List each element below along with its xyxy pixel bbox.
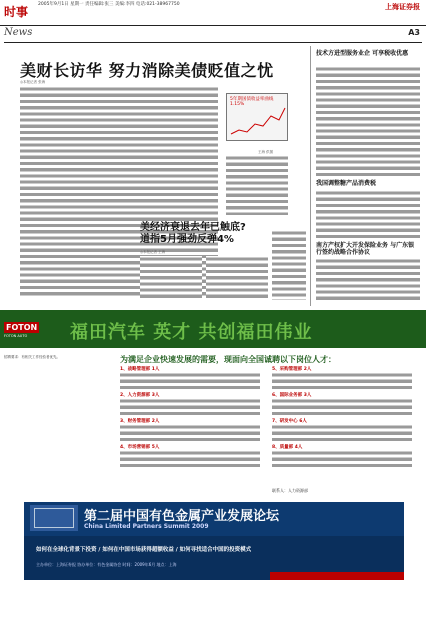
main-headline: 美财长访华 努力消除美债贬值之忧 <box>20 61 274 80</box>
ad-job-text <box>120 424 260 444</box>
ad-job-text <box>272 372 412 392</box>
summit-title: 第二届中国有色金属产业发展论坛 <box>84 509 280 524</box>
page-number: A3 <box>408 28 420 37</box>
ad-job-text <box>272 424 412 444</box>
summit-title-en: China Limited Partners Summit 2009 <box>84 523 209 530</box>
summit-logo-frame <box>34 508 74 528</box>
ad-column-right <box>272 366 422 470</box>
ad-job-item: 1、战略管理部 1人 <box>120 367 160 372</box>
main-article-column-2 <box>226 155 288 215</box>
ad-job-item: 3、财务管理部 2人 <box>120 419 160 424</box>
section-label: News <box>4 27 33 38</box>
ad-note: 招聘要求：有相关工作经验者优先。 <box>4 355 60 359</box>
column-divider <box>310 46 311 306</box>
ad-contact: 联系人：人力资源部 <box>272 488 308 493</box>
right-story-3-title: 南方产权扩大开发保险业务 与广东银行签约战略合作协议 <box>316 242 415 256</box>
sub-headline-line-1: 美经济衰退去年已触底? <box>140 222 246 233</box>
newspaper-name: 上海证券报 <box>385 3 420 11</box>
ad-column-left <box>120 366 270 470</box>
ad-job-text <box>272 450 412 470</box>
sub-article-column-2 <box>206 256 268 300</box>
ad-job-item: 4、市场营销部 5人 <box>120 445 160 450</box>
ad-job-item: 8、质量部 4人 <box>272 445 303 450</box>
yield-chart <box>226 93 288 141</box>
main-byline: ◎本报记者 张海 <box>20 80 46 84</box>
section-brand: 时事 <box>4 5 29 19</box>
right-story-1-text <box>316 66 420 176</box>
chart-caption: 王海 供图 <box>258 150 274 154</box>
summit-topics: 如何在全球化背景下投资 / 如何在中国市场获得超额收益 / 如何寻找适合中国的投资模式 <box>36 547 252 553</box>
foton-logo: FOTON <box>6 323 38 332</box>
right-story-1-title: 技术方进型服务业企 可享税收优惠 <box>316 50 409 57</box>
date-line: 2005年9月1日 星期一 责任编辑:张三 美编:李四 电话:021-38967750 <box>38 2 180 7</box>
sub-headline-line-2: 道指5月强劲反弹4% <box>140 234 234 245</box>
ad-job-item: 2、人力资源部 3人 <box>120 393 160 398</box>
sub-article-column-1 <box>140 256 202 300</box>
foton-logo-sub: FOTON AUTO <box>4 334 28 338</box>
sub-byline: ◎本报记者 王海 <box>140 250 166 254</box>
ad-job-text <box>120 372 260 392</box>
ad-slogan: 福田汽车 英才 共创福田伟业 <box>70 322 313 343</box>
right-story-2-text <box>316 190 420 238</box>
sub-article-column-3 <box>272 230 306 300</box>
ad-job-text <box>272 398 412 418</box>
ad-title: 为满足企业快速发展的需要，现面向全国诚聘以下岗位人才： <box>120 355 336 364</box>
ad-job-item: 5、采购管理部 2人 <box>272 367 312 372</box>
summit-details: 主办单位：上海证券报 协办单位：有色金属协会 时间：2009年6月 地点：上海 <box>36 562 177 567</box>
sub-headline <box>140 222 246 246</box>
ad-job-item: 6、国际业务部 3人 <box>272 393 312 398</box>
ad-job-text <box>120 398 260 418</box>
header-rule <box>4 42 422 43</box>
chart-title: 5年期国债收益率曲线 1.15% <box>230 97 274 107</box>
summit-red-strip <box>270 572 404 580</box>
ad-job-item: 7、研发中心 6人 <box>272 419 307 424</box>
chart-line <box>227 94 289 142</box>
right-story-2-title: 我国调整糖产品消费税 <box>316 180 377 187</box>
ad-job-text <box>120 450 260 470</box>
right-story-3-text <box>316 258 420 300</box>
